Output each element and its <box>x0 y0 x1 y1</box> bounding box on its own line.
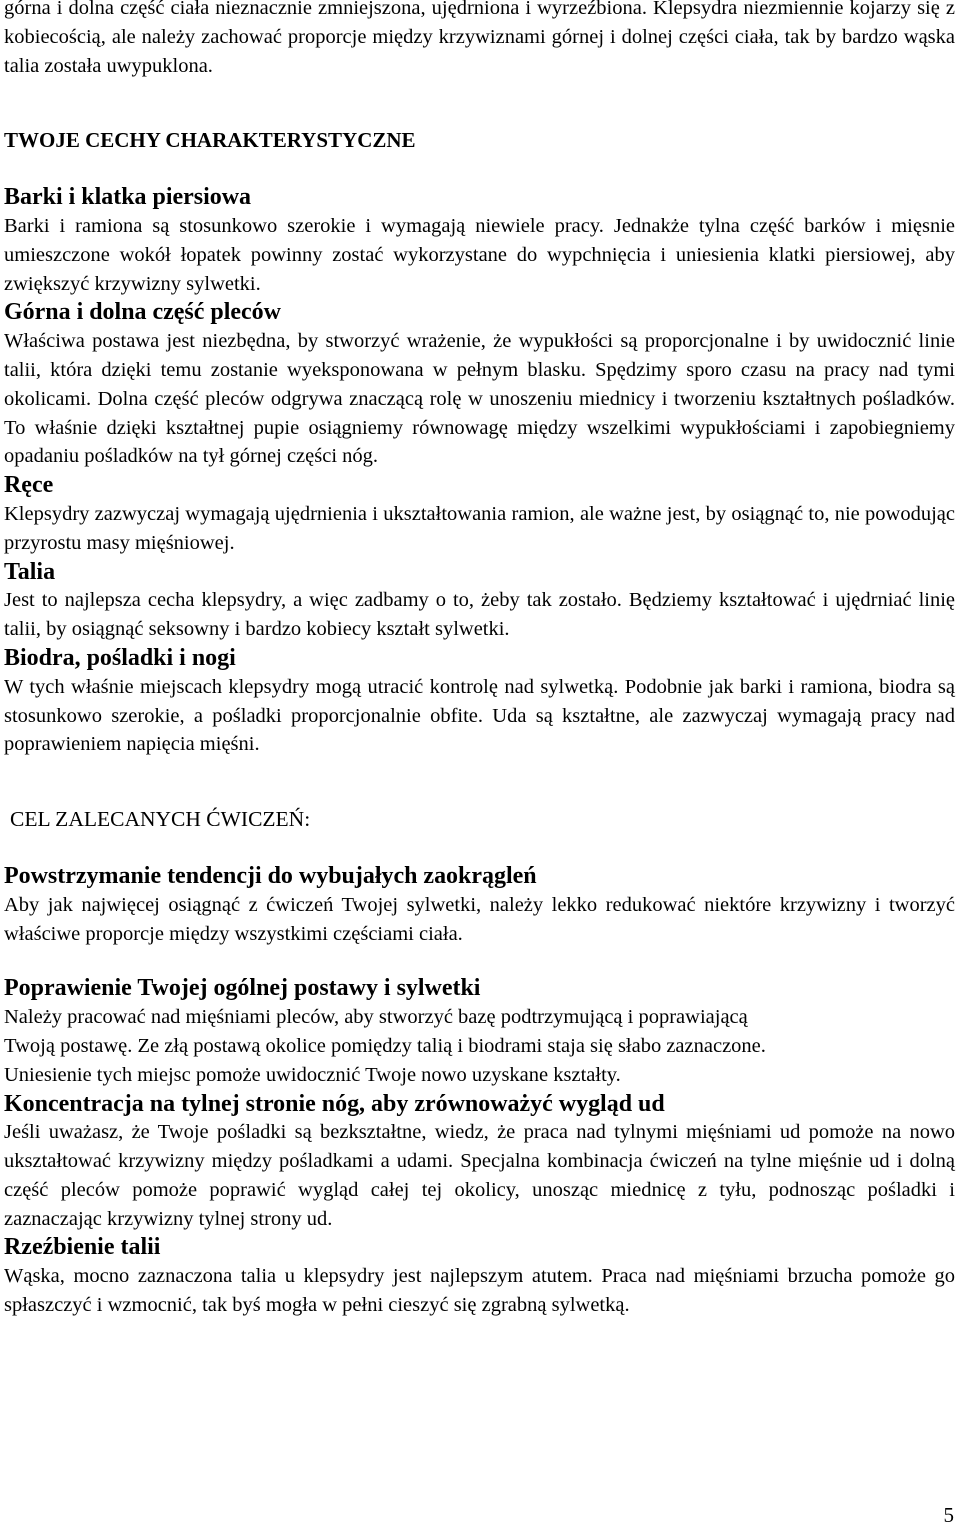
heading-posture: Poprawienie Twojej ogólnej postawy i sylwetki <box>4 975 481 1002</box>
text-arms: Klepsydry zazwyczaj wymagają ujędrnienia i ukształtowania ramion, ale ważne jest, by osiągnąć to, nie powodując przyrostu masy mięśniowej. <box>4 502 955 554</box>
heading-waist: Talia <box>4 558 56 585</box>
intro-paragraph: górna i dolna część ciała nieznacznie zmniejszona, ujędrniona i wyrzeźbiona. Klepsydra niezmiennie kojarzy się z kobiecością, ale należy zachować proporcje między krzywiznami górnej i dolnej części ciała, tak by bardzo wąska talia została uwypuklona. <box>4 0 955 77</box>
text-shoulders-chest: Barki i ramiona są stosunkowo szerokie i wymagają niewiele pracy. Jednakże tylna część barków i mięsnie umieszczone wokół łopatek powinny zostać wykorzystane do wypchnięcia i uniesienia klatki piersiowej, aby zwiększyć krzywizny sylwetki. <box>4 214 955 295</box>
text-waist-sculpt: Wąska, mocno zaznaczona talia u klepsydry jest najlepszym atutem. Praca nad mięśniami brzucha pomoże go spłaszczyć i wzmocnić, tak byś mogła w pełni cieszyć się zgrabną sylwetką. <box>4 1265 955 1317</box>
page-number: 5 <box>943 1503 954 1527</box>
text-curves: Aby jak najwięcej osiągnąć z ćwiczeń Twojej sylwetki, należy lekko redukować niektóre krzywizny i tworzyć właściwe proporcje między wszystkimi częściami ciała. <box>4 893 955 945</box>
heading-shoulders-chest: Barki i klatka piersiowa <box>4 184 252 211</box>
text-hips-legs: W tych właśnie miejscach klepsydry mogą utracić kontrolę nad sylwetką. Podobnie jak barki i ramiona, biodra są stosunkowo szerokie, a pośladki proporcjonalnie obfite. Uda są kształtne, ale zazwyczaj wymagają pracy nad poprawieniem napięcia mięśni. <box>4 675 955 756</box>
spacer <box>4 834 955 862</box>
section-title-exercise-goals: CEL ZALECANYCH ĆWICZEŃ: <box>10 807 311 832</box>
spacer <box>4 948 955 974</box>
spacer <box>4 155 955 183</box>
heading-hips-legs: Biodra, pośladki i nogi <box>4 644 236 671</box>
heading-waist-sculpt: Rzeźbienie talii <box>4 1234 161 1261</box>
text-legs: Jeśli uważasz, że Twoje pośladki są bezkształtne, wiedz, że praca nad tylnymi mięśniami ud pomoże na nowo ukształtować krzywizny między pośladkami a udami. Specjalna kombinacja ćwiczeń na tylne mięśnie ud i dolną część pleców pomoże poprawić wygląd całej tej okolicy, unosząc miednicę z tyłu, podnosząc pośladki i zaznaczając krzywizny tylnej strony ud. <box>4 1121 955 1230</box>
page-content <box>4 0 955 1320</box>
spacer <box>4 80 955 126</box>
text-posture-line-2: Twoją postawę. Ze złą postawą okolice pomiędzy talią i biodrami staja się słabo zaznaczone. <box>4 1034 766 1057</box>
heading-curves: Powstrzymanie tendencji do wybujałych zaokrągleń <box>4 862 537 889</box>
text-posture-line-3: Uniesienie tych miejsc pomoże uwidocznić Twoje nowo uzyskane kształty. <box>4 1063 621 1086</box>
text-back: Właściwa postawa jest niezbędna, by stworzyć wrażenie, że wypukłości są proporcjonalne i by uwidocznić linie talii, która dzięki temu zostanie wyeksponowana w pełnym blasku. Spędzimy sporo czasu na pracy nad tymi okolicami. Dolna część pleców odgrywa znaczącą rolę w unoszeniu miednicy i tworzeniu kształtnych pośladków. To właśnie dzięki kształtnej pupie osiągniemy równowagę między wszelkimi wypukłościami i zapobiegniemy opadaniu pośladków na tył górnej części nóg. <box>4 330 955 468</box>
spacer <box>4 759 955 805</box>
section-exercise-goals <box>4 862 955 1320</box>
text-waist: Jest to najlepsza cecha klepsydry, a więc zadbamy o to, żeby tak zostało. Będziemy kształtować i ujędrniać linię talii, by osiągnąć seksowny i bardzo kobiecy kształt sylwetki. <box>4 589 955 641</box>
text-posture-line-1: Należy pracować nad mięśniami pleców, aby stworzyć bazę podtrzymującą i poprawiającą <box>4 1006 748 1029</box>
heading-arms: Ręce <box>4 472 54 499</box>
section-characteristics <box>4 183 955 759</box>
heading-back: Górna i dolna część pleców <box>4 299 281 326</box>
heading-legs: Koncentracja na tylnej stronie nóg, aby zrównoważyć wygląd ud <box>4 1090 665 1117</box>
section-title-characteristics: TWOJE CECHY CHARAKTERYSTYCZNE <box>4 128 416 153</box>
